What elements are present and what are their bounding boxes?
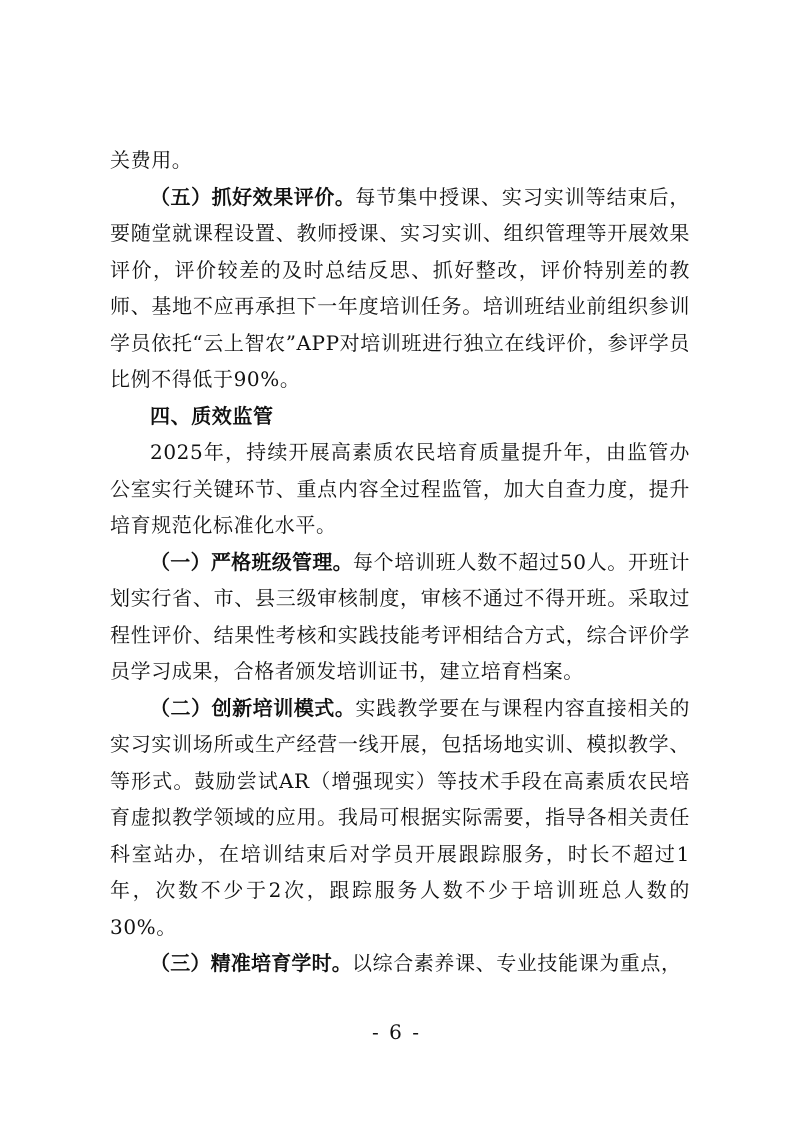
paragraph-text: 2025年，持续开展高素质农民培育质量提升年，由监管办公室实行关键环节、重点内容全过程监管，加大自查力度，提升培育规范化标准化水平。 — [110, 440, 690, 537]
paragraph-text: 关费用。 — [110, 148, 193, 172]
paragraph-effect-evaluation — [110, 179, 690, 398]
paragraph-lead: （三）精准培育学时。 — [150, 951, 352, 975]
paragraph-lead: （五）抓好效果评价。 — [150, 184, 356, 209]
paragraph-text: 每节集中授课、实习实训等结束后，要随堂就课程设置、教师授课、实习实训、组织管理等开展效果评价，评价较差的及时总结反思、抓好整改，评价特别差的教师、基地不应再承担下一年度培训任务。培训班结业前组织参训学员依托“云上智农”APP对培训班进行独立在线评价，参评学员比例不得低于90%。 — [110, 184, 690, 391]
paragraph-training-model — [110, 690, 690, 946]
paragraph-lead: （一）严格班级管理。 — [150, 549, 353, 574]
paragraph-class-management — [110, 544, 690, 690]
paragraph-text: 实践教学要在与课程内容直接相关的实习实训场所或生产经营一线开展，包括场地实训、模拟教学、等形式。鼓励尝试AR（增强现实）等技术手段在高素质农民培育虚拟教学领域的应用。我局可根据实际需要，指导各相关责任科室站办，在培训结束后对学员开展跟踪服务，时长不超过1年，次数不少于2次，跟踪服务人数不少于培训班总人数的30%。 — [110, 695, 690, 939]
paragraph-intro — [110, 434, 690, 544]
paragraph-lead: （二）创新培训模式。 — [150, 695, 356, 720]
paragraph-training-hours — [110, 945, 690, 982]
paragraph-continuation — [110, 142, 690, 179]
paragraph-text: 每个培训班人数不超过50人。开班计划实行省、市、县三级审核制度，审核不通过不得开班。采取过程性评价、结果性考核和实践技能考评相结合方式，综合评价学员学习成果，合格者颁发培训证书，建立培育档案。 — [110, 549, 690, 683]
section-heading: 四、质效监管 — [150, 403, 274, 428]
page-number: - 6 - — [372, 1020, 421, 1044]
paragraph-text: 以综合素养课、专业技能课为重点， — [352, 951, 682, 975]
document-body — [110, 142, 690, 982]
